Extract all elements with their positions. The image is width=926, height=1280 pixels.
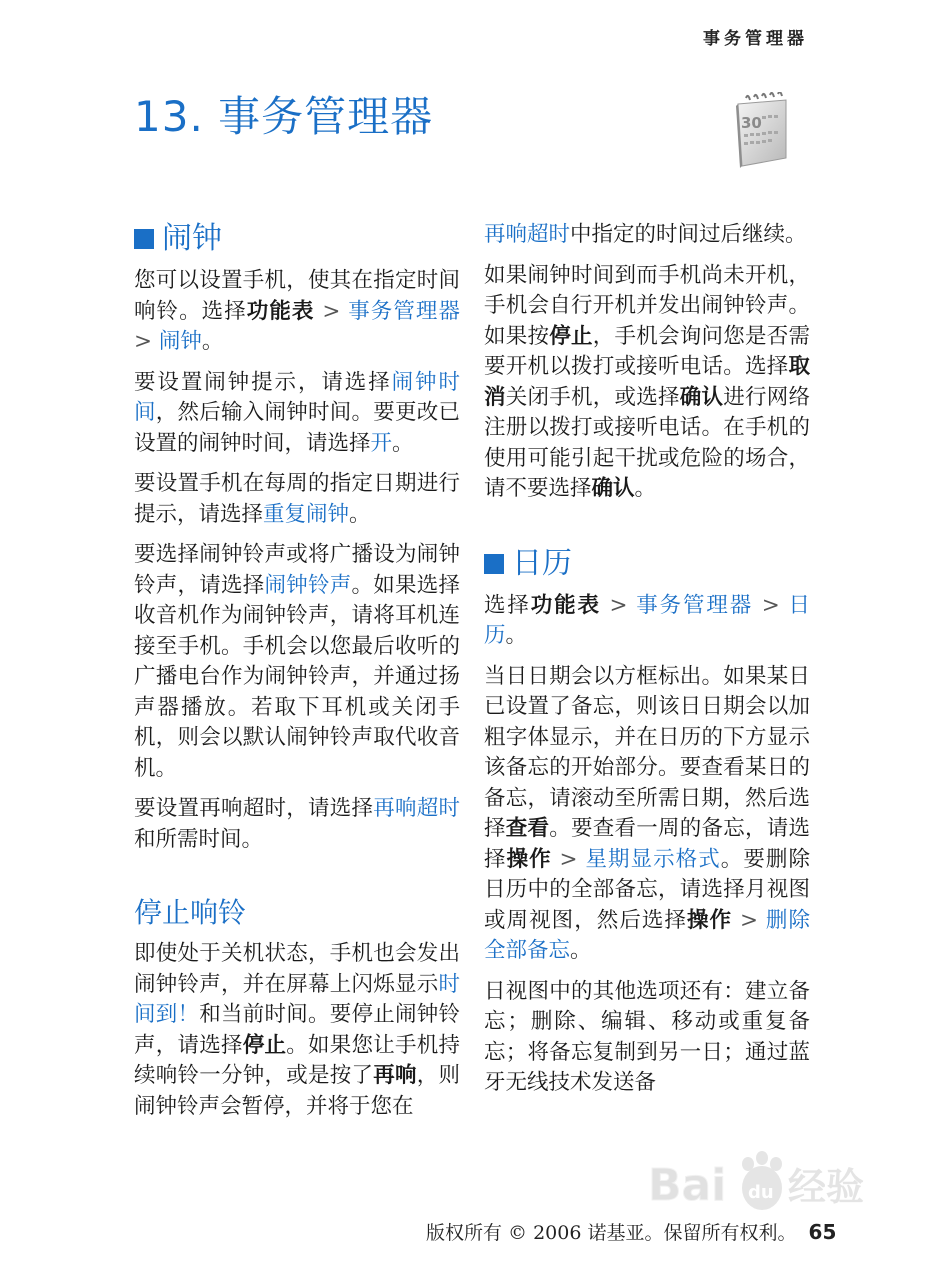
calendar-paragraph-1: 选择功能表 > 事务管理器 > 日历。 [484,592,810,648]
menu-link-alarm[interactable]: 闹钟 [158,329,202,354]
chapter-title: 13. 事务管理器 [134,92,434,141]
option-link-delete-all-notes[interactable]: 删除全部备忘 [484,907,810,963]
alarm-paragraph-1: 您可以设置手机，使其在指定时间响铃。选择功能表 > 事务管理器 > 闹钟。 [134,268,460,354]
alarm-paragraph-4: 要选择闹钟铃声或将广播设为闹钟铃声，请选择闹钟铃声。如果选择收音机作为闹钟铃声，请将耳机连接至手机。手机会以您最后收听的广播电台作为闹钟铃声，并通过扬声器播放。若取下耳机或关闭手机，则会以默认闹钟铃声取代收音机。 [134,542,460,781]
calendar-paragraph-2: 当日日期会以方框标出。如果某日已设置了备忘，则该日日期会以加粗字体显示，并在日历的下方显示该备忘的开始部分。要查看某日的备忘，请滚动至所需日期，然后选择查看。要查看一周的备忘，请选择操作 > 星期显示格式。要删除日历中的全部备忘，请选择月视图或周视图，然后选择操作 > 删除全部备忘。 [484,663,810,963]
baidu-watermark-logo [648,1150,878,1220]
page-footer [426,1218,836,1245]
alarm-paragraph-2: 要设置闹钟提示，请选择闹钟时间，然后输入闹钟时间。要更改已设置的闹钟时间，请选择开。 [134,369,460,456]
right-column [484,220,810,1109]
heading-square-icon [134,229,154,249]
option-link-alarm-time[interactable]: 闹钟时间 [134,369,460,425]
running-header: 事务管理器 [703,29,808,49]
alarm-heading: 闹钟 [134,220,460,258]
option-link-snooze-timeout-2[interactable]: 再响超时 [484,222,571,247]
menu-link-calendar[interactable]: 日历 [484,592,810,648]
option-link-snooze-timeout[interactable]: 再响超时 [373,796,460,821]
svg-text:du: du [748,1182,774,1203]
stop-ringing-paragraph-1: 即使处于关机状态，手机也会发出闹钟铃声，并在屏幕上闪烁显示时间到！和当前时间。要停止闹钟铃声，请选择停止。如果您让手机持续响铃一分钟，或是按了再响，则闹钟铃声会暂停，并将于您在 [134,941,460,1119]
stop-ringing-paragraph-2: 如果闹钟时间到而手机尚未开机，手机会自行开机并发出闹钟铃声。如果按停止，手机会询问您是否需要开机以拨打或接听电话。选择取消关闭手机，或选择确认进行网络注册以拨打或接听电话。在手机的使用可能引起干扰或危险的场合，请不要选择确认。 [484,262,810,501]
option-link-repeat-alarm[interactable]: 重复闹钟 [263,501,350,527]
alarm-paragraph-3: 要设置手机在每周的指定日期进行提示，请选择重复闹钟。 [134,471,460,527]
svg-text:经验: 经验 [788,1165,865,1209]
calendar-heading: 日历 [484,545,810,583]
copyright-text: 版权所有 © 2006 诺基亚。保留所有权利。 [426,1222,797,1244]
alarm-paragraph-5: 要设置再响超时，请选择再响超时和所需时间。 [134,796,460,852]
heading-square-icon [484,554,504,574]
svg-text:30: 30 [741,114,762,132]
option-link-on[interactable]: 开 [370,430,393,456]
svg-text:Bai: Bai [648,1160,727,1211]
left-column [134,220,460,1132]
menu-link-organizer[interactable]: 事务管理器 [348,298,460,324]
option-link-week-view-format[interactable]: 星期显示格式 [585,846,721,872]
stop-ringing-paragraph-1-continued: 再响超时中指定的时间过后继续。 [484,222,807,247]
stop-ringing-heading: 停止响铃 [134,896,247,929]
calendar-icon [732,92,792,170]
menu-link-organizer-2[interactable]: 事务管理器 [636,592,754,618]
option-link-alarm-tone[interactable]: 闹钟铃声 [264,572,352,598]
page-number: 65 [808,1220,837,1244]
calendar-paragraph-3: 日视图中的其他选项还有：建立备忘；删除、编辑、移动或重复备忘；将备忘复制到另一日；通过蓝牙无线技术发送备 [484,978,810,1095]
